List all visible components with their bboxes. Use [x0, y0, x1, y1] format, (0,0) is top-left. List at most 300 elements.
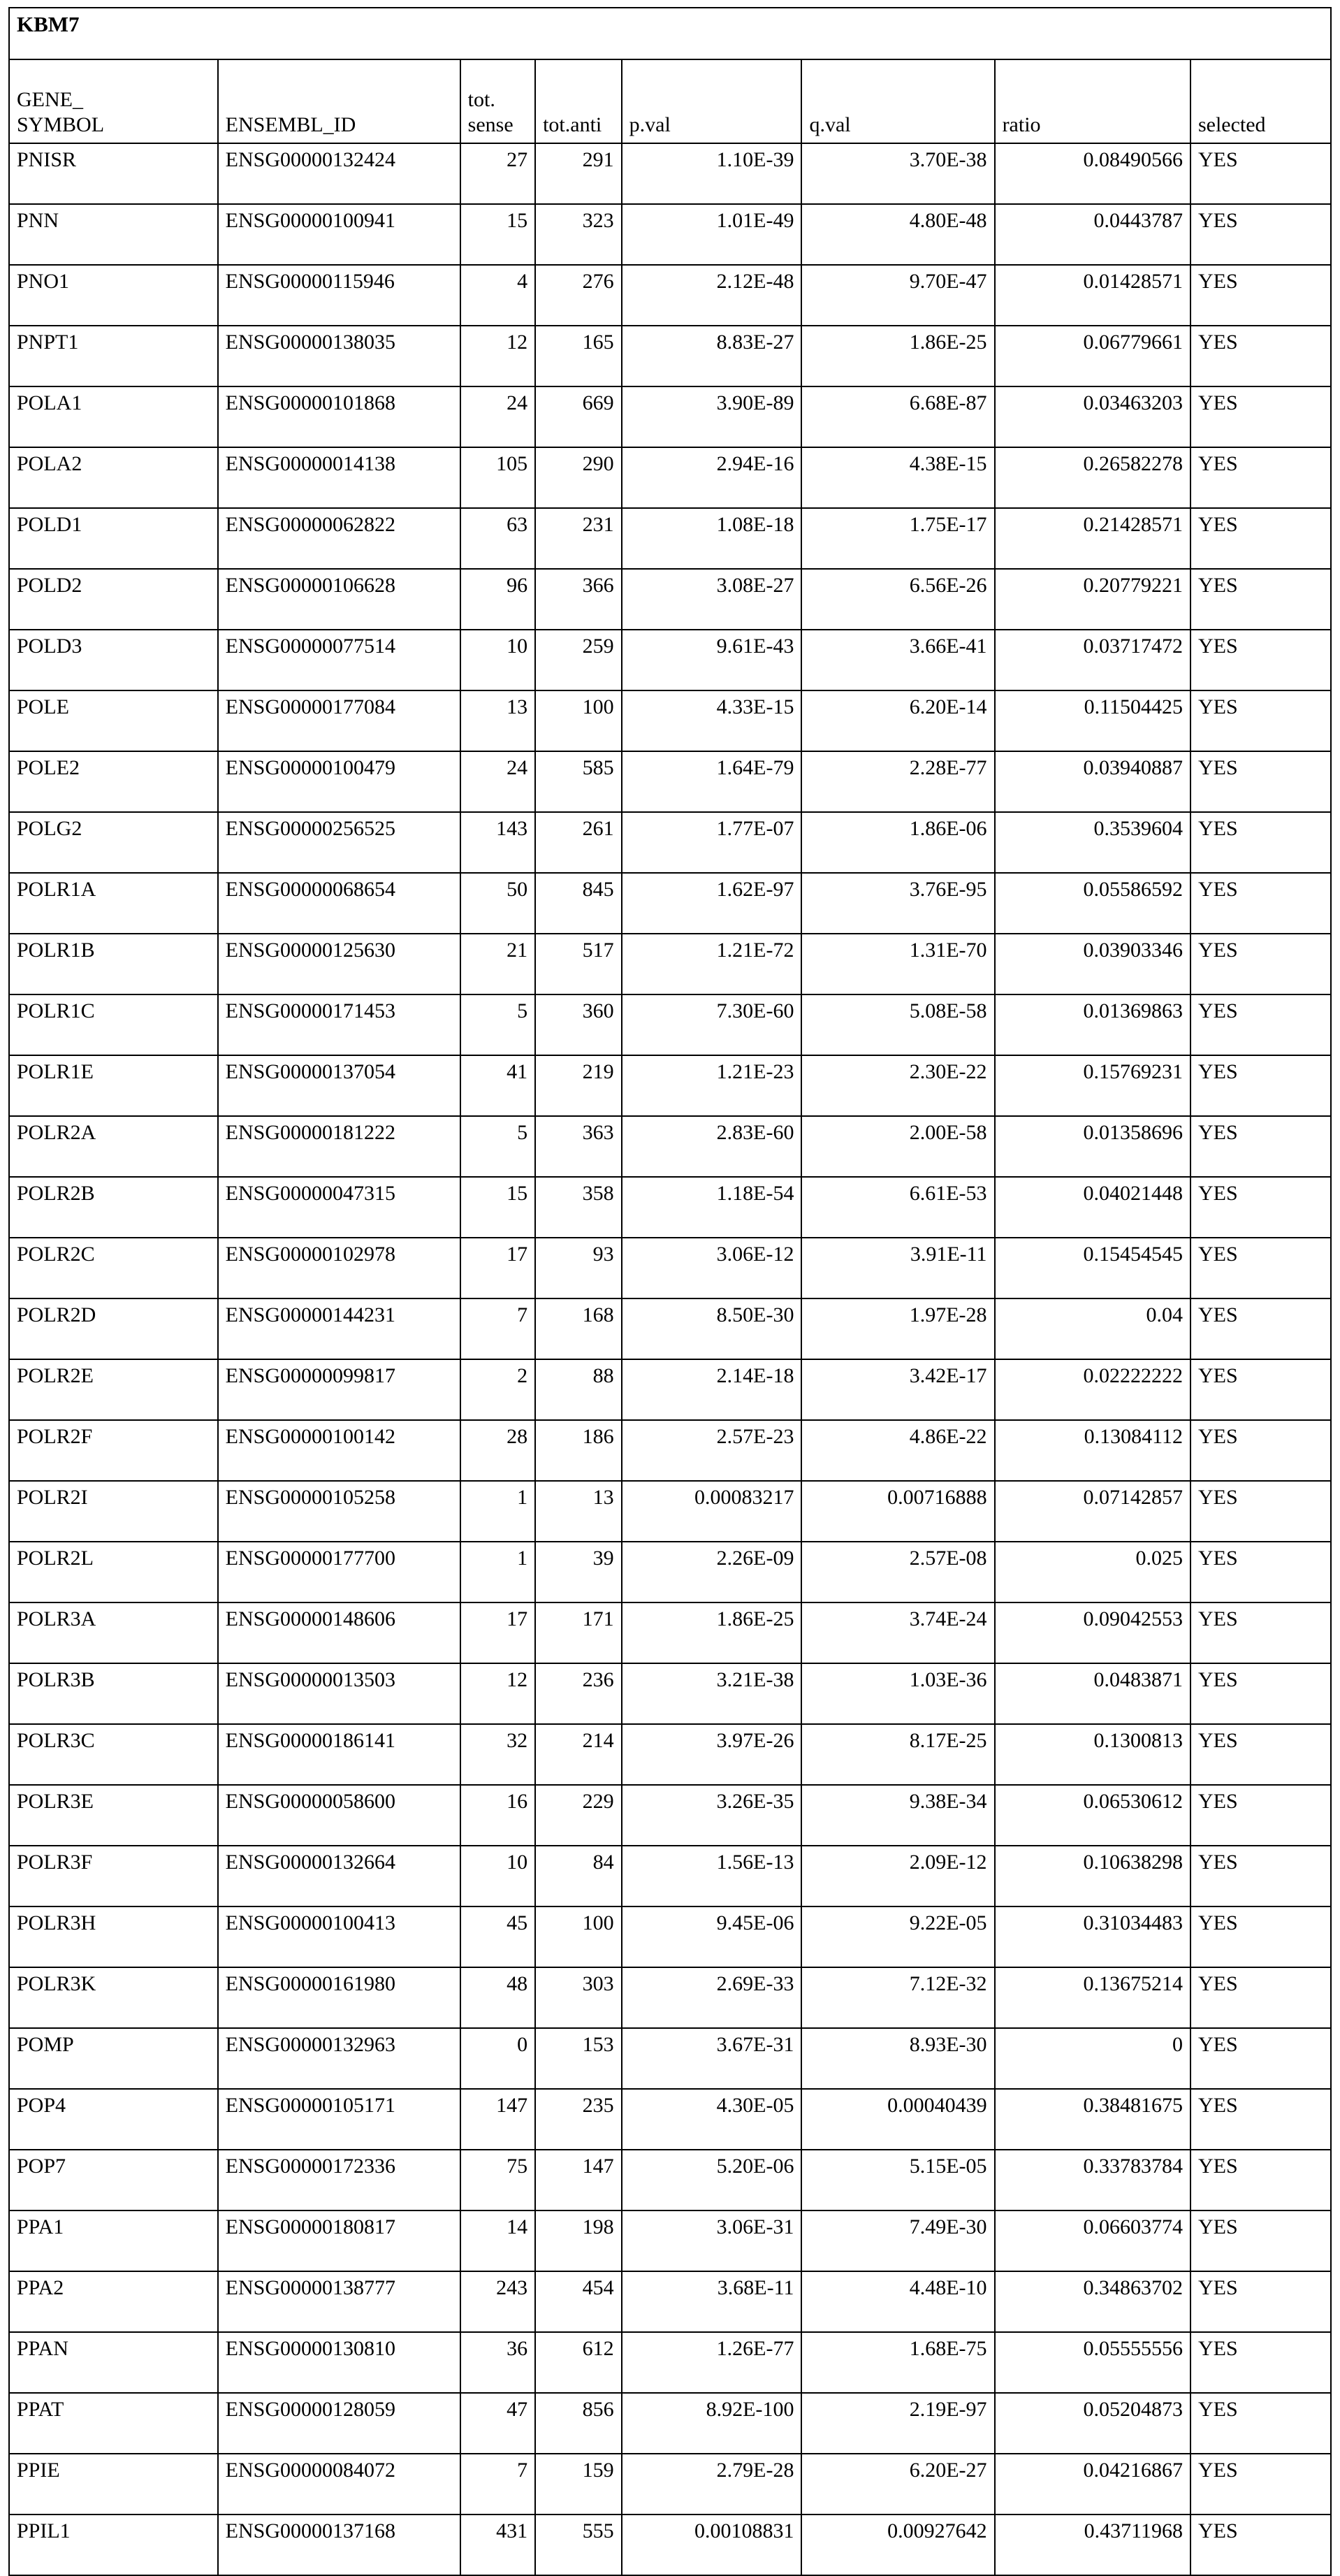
- cell-tot-sense: 15: [460, 1177, 535, 1238]
- cell-tot-sense: 1: [460, 1481, 535, 1542]
- cell-gene-symbol: POLR2C: [9, 1238, 218, 1298]
- cell-tot-anti: 93: [535, 1238, 622, 1298]
- table-header-row: [9, 59, 1331, 143]
- cell-q-val: 1.31E-70: [801, 934, 994, 994]
- cell-selected: YES: [1190, 751, 1331, 812]
- cell-tot-sense: 41: [460, 1055, 535, 1116]
- cell-q-val: 4.80E-48: [801, 204, 994, 265]
- cell-gene-symbol: POLA1: [9, 386, 218, 447]
- cell-gene-symbol: POLE2: [9, 751, 218, 812]
- cell-ensembl-id: ENSG00000068654: [218, 873, 460, 934]
- cell-selected: YES: [1190, 812, 1331, 873]
- cell-q-val: 7.49E-30: [801, 2210, 994, 2271]
- cell-ensembl-id: ENSG00000148606: [218, 1602, 460, 1663]
- table-row[interactable]: [9, 1420, 1331, 1481]
- cell-ratio: 0.08490566: [995, 143, 1190, 204]
- cell-tot-anti: 171: [535, 1602, 622, 1663]
- cell-tot-anti: 147: [535, 2150, 622, 2210]
- cell-p-val: 9.61E-43: [622, 630, 802, 690]
- cell-gene-symbol: PNPT1: [9, 326, 218, 386]
- cell-tot-sense: 4: [460, 265, 535, 326]
- cell-ensembl-id: ENSG00000084072: [218, 2454, 460, 2515]
- column-header-line: tot.anti: [543, 113, 602, 136]
- cell-tot-anti: 235: [535, 2089, 622, 2150]
- cell-ratio: 0.09042553: [995, 1602, 1190, 1663]
- cell-q-val: 3.91E-11: [801, 1238, 994, 1298]
- cell-tot-anti: 845: [535, 873, 622, 934]
- cell-ensembl-id: ENSG00000058600: [218, 1785, 460, 1846]
- cell-tot-sense: 63: [460, 508, 535, 569]
- cell-ensembl-id: ENSG00000100479: [218, 751, 460, 812]
- cell-ensembl-id: ENSG00000132963: [218, 2028, 460, 2089]
- cell-p-val: 3.21E-38: [622, 1663, 802, 1724]
- cell-ratio: 0.34863702: [995, 2271, 1190, 2332]
- cell-ensembl-id: ENSG00000125630: [218, 934, 460, 994]
- cell-tot-anti: 186: [535, 1420, 622, 1481]
- cell-q-val: 3.76E-95: [801, 873, 994, 934]
- cell-gene-symbol: POLG2: [9, 812, 218, 873]
- cell-gene-symbol: POLR1A: [9, 873, 218, 934]
- table-row[interactable]: [9, 2028, 1331, 2089]
- cell-q-val: 9.38E-34: [801, 1785, 994, 1846]
- cell-tot-anti: 856: [535, 2393, 622, 2454]
- column-header-line: q.val: [809, 113, 851, 136]
- cell-p-val: 1.10E-39: [622, 143, 802, 204]
- cell-gene-symbol: POLR1E: [9, 1055, 218, 1116]
- column-header-gene-symbol[interactable]: [9, 59, 218, 143]
- cell-gene-symbol: POLR1C: [9, 994, 218, 1055]
- cell-ensembl-id: ENSG00000101868: [218, 386, 460, 447]
- cell-tot-anti: 229: [535, 1785, 622, 1846]
- cell-p-val: 4.33E-15: [622, 690, 802, 751]
- cell-tot-sense: 10: [460, 1846, 535, 1906]
- cell-selected: YES: [1190, 1724, 1331, 1785]
- cell-gene-symbol: POP7: [9, 2150, 218, 2210]
- table-row[interactable]: [9, 1967, 1331, 2028]
- cell-ratio: 0.0483871: [995, 1663, 1190, 1724]
- cell-ratio: 0.21428571: [995, 508, 1190, 569]
- cell-tot-sense: 32: [460, 1724, 535, 1785]
- cell-gene-symbol: PNISR: [9, 143, 218, 204]
- cell-tot-anti: 198: [535, 2210, 622, 2271]
- cell-q-val: 7.12E-32: [801, 1967, 994, 2028]
- cell-gene-symbol: PPA2: [9, 2271, 218, 2332]
- cell-q-val: 1.75E-17: [801, 508, 994, 569]
- table-row[interactable]: [9, 1116, 1331, 1177]
- cell-q-val: 1.86E-06: [801, 812, 994, 873]
- cell-ratio: 0.1300813: [995, 1724, 1190, 1785]
- cell-q-val: 2.00E-58: [801, 1116, 994, 1177]
- cell-ratio: 0.15454545: [995, 1238, 1190, 1298]
- cell-ensembl-id: ENSG00000138777: [218, 2271, 460, 2332]
- cell-ensembl-id: ENSG00000106628: [218, 569, 460, 630]
- cell-ratio: 0.15769231: [995, 1055, 1190, 1116]
- cell-p-val: 3.68E-11: [622, 2271, 802, 2332]
- cell-q-val: 4.38E-15: [801, 447, 994, 508]
- cell-q-val: 1.86E-25: [801, 326, 994, 386]
- table-row[interactable]: [9, 1663, 1331, 1724]
- cell-selected: YES: [1190, 690, 1331, 751]
- cell-selected: YES: [1190, 1359, 1331, 1420]
- cell-tot-sense: 96: [460, 569, 535, 630]
- cell-selected: YES: [1190, 1298, 1331, 1359]
- cell-gene-symbol: POLR3A: [9, 1602, 218, 1663]
- cell-ratio: 0.01369863: [995, 994, 1190, 1055]
- cell-gene-symbol: POLR1B: [9, 934, 218, 994]
- cell-selected: YES: [1190, 265, 1331, 326]
- cell-selected: YES: [1190, 2089, 1331, 2150]
- cell-q-val: 4.86E-22: [801, 1420, 994, 1481]
- column-header-line: SYMBOL: [17, 113, 105, 136]
- cell-gene-symbol: PPAT: [9, 2393, 218, 2454]
- cell-q-val: 1.68E-75: [801, 2332, 994, 2393]
- cell-ratio: 0.20779221: [995, 569, 1190, 630]
- cell-ratio: 0.03903346: [995, 934, 1190, 994]
- cell-gene-symbol: PPA1: [9, 2210, 218, 2271]
- column-header-line: ENSEMBL_ID: [225, 113, 356, 136]
- cell-tot-sense: 10: [460, 630, 535, 690]
- table-row[interactable]: [9, 508, 1331, 569]
- column-header-line: sense: [467, 113, 514, 136]
- cell-p-val: 1.62E-97: [622, 873, 802, 934]
- table-row[interactable]: [9, 751, 1331, 812]
- column-header-q-val[interactable]: [801, 59, 994, 143]
- cell-ensembl-id: ENSG00000161980: [218, 1967, 460, 2028]
- cell-selected: YES: [1190, 1481, 1331, 1542]
- cell-gene-symbol: PNN: [9, 204, 218, 265]
- table-row[interactable]: [9, 569, 1331, 630]
- column-header-line: selected: [1197, 113, 1266, 136]
- cell-p-val: 3.90E-89: [622, 386, 802, 447]
- cell-p-val: 2.83E-60: [622, 1116, 802, 1177]
- column-header-line: p.val: [629, 113, 671, 136]
- cell-tot-anti: 168: [535, 1298, 622, 1359]
- cell-ensembl-id: ENSG00000100142: [218, 1420, 460, 1481]
- column-header-tot-anti[interactable]: [535, 59, 622, 143]
- table-row[interactable]: [9, 2271, 1331, 2332]
- table-row[interactable]: [9, 1359, 1331, 1420]
- cell-tot-sense: 48: [460, 1967, 535, 2028]
- cell-ratio: 0.03463203: [995, 386, 1190, 447]
- cell-p-val: 2.69E-33: [622, 1967, 802, 2028]
- table-row[interactable]: [9, 1481, 1331, 1542]
- column-header-tot-sense[interactable]: [460, 59, 535, 143]
- cell-tot-anti: 291: [535, 143, 622, 204]
- cell-tot-anti: 366: [535, 569, 622, 630]
- cell-ensembl-id: ENSG00000256525: [218, 812, 460, 873]
- column-header-selected[interactable]: [1190, 59, 1331, 143]
- table-row[interactable]: [9, 2210, 1331, 2271]
- cell-selected: YES: [1190, 569, 1331, 630]
- table-row[interactable]: [9, 1602, 1331, 1663]
- cell-tot-anti: 231: [535, 508, 622, 569]
- cell-tot-anti: 13: [535, 1481, 622, 1542]
- cell-p-val: 8.83E-27: [622, 326, 802, 386]
- cell-tot-anti: 259: [535, 630, 622, 690]
- cell-gene-symbol: PPIE: [9, 2454, 218, 2515]
- table-row[interactable]: [9, 1785, 1331, 1846]
- cell-q-val: 5.08E-58: [801, 994, 994, 1055]
- cell-gene-symbol: POLR3F: [9, 1846, 218, 1906]
- cell-p-val: 3.67E-31: [622, 2028, 802, 2089]
- cell-q-val: 3.70E-38: [801, 143, 994, 204]
- cell-tot-sense: 17: [460, 1602, 535, 1663]
- cell-p-val: 1.18E-54: [622, 1177, 802, 1238]
- cell-selected: YES: [1190, 994, 1331, 1055]
- cell-tot-sense: 45: [460, 1906, 535, 1967]
- cell-q-val: 6.20E-27: [801, 2454, 994, 2515]
- cell-selected: YES: [1190, 2150, 1331, 2210]
- cell-tot-sense: 36: [460, 2332, 535, 2393]
- table-row[interactable]: [9, 994, 1331, 1055]
- cell-ratio: 0.13675214: [995, 1967, 1190, 2028]
- cell-ensembl-id: ENSG00000132664: [218, 1846, 460, 1906]
- table-row[interactable]: [9, 1542, 1331, 1602]
- column-header-line: tot.: [467, 88, 495, 112]
- cell-ensembl-id: ENSG00000137054: [218, 1055, 460, 1116]
- cell-gene-symbol: POP4: [9, 2089, 218, 2150]
- cell-tot-sense: 24: [460, 751, 535, 812]
- cell-tot-sense: 75: [460, 2150, 535, 2210]
- cell-ensembl-id: ENSG00000099817: [218, 1359, 460, 1420]
- cell-ratio: 0.31034483: [995, 1906, 1190, 1967]
- cell-ensembl-id: ENSG00000102978: [218, 1238, 460, 1298]
- cell-ensembl-id: ENSG00000013503: [218, 1663, 460, 1724]
- cell-p-val: 3.08E-27: [622, 569, 802, 630]
- table-row[interactable]: [9, 2454, 1331, 2515]
- cell-ensembl-id: ENSG00000186141: [218, 1724, 460, 1785]
- cell-ensembl-id: ENSG00000128059: [218, 2393, 460, 2454]
- cell-tot-anti: 39: [535, 1542, 622, 1602]
- cell-selected: YES: [1190, 326, 1331, 386]
- cell-ensembl-id: ENSG00000100941: [218, 204, 460, 265]
- cell-gene-symbol: POLR3C: [9, 1724, 218, 1785]
- cell-selected: YES: [1190, 1055, 1331, 1116]
- cell-tot-sense: 28: [460, 1420, 535, 1481]
- cell-ratio: 0.03940887: [995, 751, 1190, 812]
- cell-ensembl-id: ENSG00000077514: [218, 630, 460, 690]
- table-row[interactable]: [9, 447, 1331, 508]
- table-row[interactable]: [9, 2089, 1331, 2150]
- column-header-ensembl-id[interactable]: [218, 59, 460, 143]
- cell-p-val: 1.56E-13: [622, 1846, 802, 1906]
- table-row[interactable]: [9, 1724, 1331, 1785]
- cell-tot-sense: 16: [460, 1785, 535, 1846]
- table-row[interactable]: [9, 386, 1331, 447]
- cell-q-val: 6.68E-87: [801, 386, 994, 447]
- cell-ratio: 0.0443787: [995, 204, 1190, 265]
- cell-selected: YES: [1190, 934, 1331, 994]
- cell-ratio: 0.05204873: [995, 2393, 1190, 2454]
- cell-ratio: 0.38481675: [995, 2089, 1190, 2150]
- cell-gene-symbol: POMP: [9, 2028, 218, 2089]
- cell-selected: YES: [1190, 1602, 1331, 1663]
- cell-ensembl-id: ENSG00000181222: [218, 1116, 460, 1177]
- cell-q-val: 6.56E-26: [801, 569, 994, 630]
- column-header-ratio[interactable]: [995, 59, 1190, 143]
- cell-q-val: 3.74E-24: [801, 1602, 994, 1663]
- cell-gene-symbol: POLR2B: [9, 1177, 218, 1238]
- cell-tot-anti: 100: [535, 690, 622, 751]
- cell-tot-anti: 555: [535, 2515, 622, 2575]
- cell-gene-symbol: POLR2E: [9, 1359, 218, 1420]
- cell-gene-symbol: POLR2A: [9, 1116, 218, 1177]
- cell-ensembl-id: ENSG00000132424: [218, 143, 460, 204]
- cell-tot-sense: 21: [460, 934, 535, 994]
- cell-gene-symbol: POLR2D: [9, 1298, 218, 1359]
- cell-tot-anti: 585: [535, 751, 622, 812]
- cell-p-val: 1.64E-79: [622, 751, 802, 812]
- column-header-p-val[interactable]: [622, 59, 802, 143]
- cell-p-val: 4.30E-05: [622, 2089, 802, 2150]
- cell-tot-anti: 159: [535, 2454, 622, 2515]
- cell-ratio: 0.06603774: [995, 2210, 1190, 2271]
- cell-p-val: 1.86E-25: [622, 1602, 802, 1663]
- cell-tot-anti: 84: [535, 1846, 622, 1906]
- table-row[interactable]: [9, 2150, 1331, 2210]
- cell-gene-symbol: POLD1: [9, 508, 218, 569]
- table-row[interactable]: [9, 204, 1331, 265]
- cell-tot-sense: 0: [460, 2028, 535, 2089]
- cell-tot-sense: 7: [460, 2454, 535, 2515]
- table-row[interactable]: [9, 326, 1331, 386]
- kbm7-gene-table: [8, 7, 1332, 2576]
- table-row[interactable]: [9, 1238, 1331, 1298]
- cell-selected: YES: [1190, 1420, 1331, 1481]
- cell-q-val: 2.19E-97: [801, 2393, 994, 2454]
- cell-p-val: 1.01E-49: [622, 204, 802, 265]
- cell-p-val: 1.77E-07: [622, 812, 802, 873]
- table-row[interactable]: [9, 1846, 1331, 1906]
- table-row[interactable]: [9, 1906, 1331, 1967]
- cell-p-val: 2.26E-09: [622, 1542, 802, 1602]
- column-header-line: GENE_: [17, 88, 83, 112]
- cell-ratio: 0.10638298: [995, 1846, 1190, 1906]
- cell-ratio: 0.025: [995, 1542, 1190, 1602]
- table-row[interactable]: [9, 2515, 1331, 2575]
- cell-tot-sense: 15: [460, 204, 535, 265]
- cell-tot-sense: 17: [460, 1238, 535, 1298]
- cell-ratio: 0.03717472: [995, 630, 1190, 690]
- cell-tot-anti: 517: [535, 934, 622, 994]
- cell-gene-symbol: POLR3K: [9, 1967, 218, 2028]
- cell-p-val: 1.21E-23: [622, 1055, 802, 1116]
- cell-gene-symbol: POLR2L: [9, 1542, 218, 1602]
- cell-selected: YES: [1190, 386, 1331, 447]
- cell-tot-sense: 24: [460, 386, 535, 447]
- cell-tot-anti: 219: [535, 1055, 622, 1116]
- cell-p-val: 2.14E-18: [622, 1359, 802, 1420]
- table-row[interactable]: [9, 2332, 1331, 2393]
- cell-tot-anti: 290: [535, 447, 622, 508]
- cell-ensembl-id: ENSG00000105258: [218, 1481, 460, 1542]
- cell-selected: YES: [1190, 2454, 1331, 2515]
- cell-tot-sense: 50: [460, 873, 535, 934]
- cell-selected: YES: [1190, 1967, 1331, 2028]
- cell-selected: YES: [1190, 1116, 1331, 1177]
- cell-p-val: 9.45E-06: [622, 1906, 802, 1967]
- cell-selected: YES: [1190, 143, 1331, 204]
- cell-tot-sense: 2: [460, 1359, 535, 1420]
- cell-tot-sense: 27: [460, 143, 535, 204]
- cell-selected: YES: [1190, 508, 1331, 569]
- cell-tot-anti: 358: [535, 1177, 622, 1238]
- cell-q-val: 2.30E-22: [801, 1055, 994, 1116]
- table-row[interactable]: [9, 690, 1331, 751]
- cell-ensembl-id: ENSG00000177084: [218, 690, 460, 751]
- cell-selected: YES: [1190, 1785, 1331, 1846]
- cell-tot-anti: 261: [535, 812, 622, 873]
- table-row[interactable]: [9, 873, 1331, 934]
- table-row[interactable]: [9, 812, 1331, 873]
- cell-tot-anti: 363: [535, 1116, 622, 1177]
- column-header-line: ratio: [1002, 113, 1041, 136]
- cell-selected: YES: [1190, 630, 1331, 690]
- table-row[interactable]: [9, 2393, 1331, 2454]
- cell-q-val: 0.00927642: [801, 2515, 994, 2575]
- cell-gene-symbol: POLR2I: [9, 1481, 218, 1542]
- cell-tot-anti: 100: [535, 1906, 622, 1967]
- cell-tot-anti: 454: [535, 2271, 622, 2332]
- cell-tot-sense: 12: [460, 1663, 535, 1724]
- cell-selected: YES: [1190, 1542, 1331, 1602]
- cell-ensembl-id: ENSG00000014138: [218, 447, 460, 508]
- table-row[interactable]: [9, 1055, 1331, 1116]
- cell-tot-anti: 612: [535, 2332, 622, 2393]
- cell-ratio: 0.02222222: [995, 1359, 1190, 1420]
- table-row[interactable]: [9, 1177, 1331, 1238]
- table-row[interactable]: [9, 1298, 1331, 1359]
- table-row[interactable]: [9, 934, 1331, 994]
- cell-q-val: 6.61E-53: [801, 1177, 994, 1238]
- cell-ratio: 0.43711968: [995, 2515, 1190, 2575]
- cell-q-val: 8.17E-25: [801, 1724, 994, 1785]
- cell-p-val: 1.21E-72: [622, 934, 802, 994]
- cell-gene-symbol: POLD3: [9, 630, 218, 690]
- cell-ensembl-id: ENSG00000100413: [218, 1906, 460, 1967]
- cell-ratio: 0.01428571: [995, 265, 1190, 326]
- cell-tot-sense: 14: [460, 2210, 535, 2271]
- cell-ensembl-id: ENSG00000172336: [218, 2150, 460, 2210]
- cell-gene-symbol: POLD2: [9, 569, 218, 630]
- cell-tot-sense: 243: [460, 2271, 535, 2332]
- cell-selected: YES: [1190, 1906, 1331, 1967]
- cell-q-val: 0.00716888: [801, 1481, 994, 1542]
- cell-selected: YES: [1190, 1663, 1331, 1724]
- cell-selected: YES: [1190, 2515, 1331, 2575]
- cell-ensembl-id: ENSG00000115946: [218, 265, 460, 326]
- cell-tot-sense: 12: [460, 326, 535, 386]
- cell-gene-symbol: PNO1: [9, 265, 218, 326]
- cell-ratio: 0.11504425: [995, 690, 1190, 751]
- cell-selected: YES: [1190, 2210, 1331, 2271]
- table-row[interactable]: [9, 265, 1331, 326]
- table-row[interactable]: [9, 143, 1331, 204]
- cell-selected: YES: [1190, 2271, 1331, 2332]
- cell-q-val: 5.15E-05: [801, 2150, 994, 2210]
- cell-tot-anti: 236: [535, 1663, 622, 1724]
- table-row[interactable]: [9, 630, 1331, 690]
- cell-tot-sense: 147: [460, 2089, 535, 2150]
- cell-ensembl-id: ENSG00000180817: [218, 2210, 460, 2271]
- cell-p-val: 3.97E-26: [622, 1724, 802, 1785]
- cell-ensembl-id: ENSG00000177700: [218, 1542, 460, 1602]
- cell-ratio: 0.04: [995, 1298, 1190, 1359]
- cell-p-val: 0.00083217: [622, 1481, 802, 1542]
- cell-ratio: 0.07142857: [995, 1481, 1190, 1542]
- cell-tot-sense: 143: [460, 812, 535, 873]
- cell-q-val: 4.48E-10: [801, 2271, 994, 2332]
